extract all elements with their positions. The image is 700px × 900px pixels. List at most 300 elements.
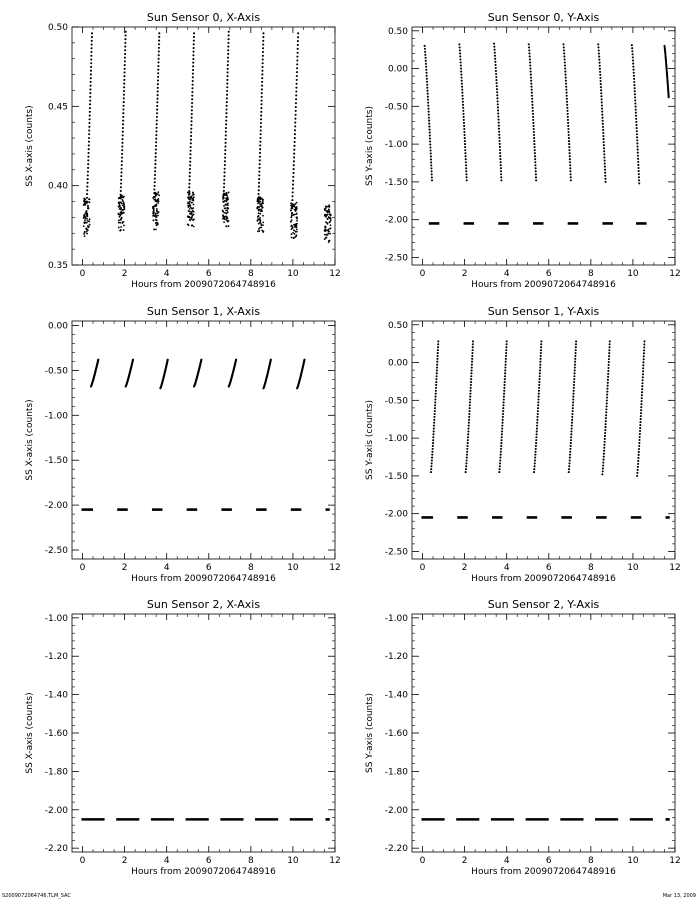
data-point	[226, 83, 228, 85]
data-point	[224, 168, 226, 170]
data-point	[190, 128, 192, 130]
data-point	[498, 471, 500, 473]
data-point	[424, 45, 426, 47]
data-point	[529, 58, 531, 60]
data-point	[573, 375, 575, 377]
data-point	[539, 372, 541, 374]
data-point	[291, 215, 293, 217]
data-point	[602, 123, 604, 125]
data-point	[124, 46, 126, 48]
data-point	[119, 197, 121, 199]
data-point	[119, 222, 121, 224]
data-point	[86, 197, 88, 199]
data-point	[643, 349, 645, 351]
data-point	[259, 156, 261, 158]
y-tick-label: -1.80	[384, 767, 408, 778]
data-point	[294, 141, 296, 143]
data-point	[293, 237, 295, 239]
data-point	[606, 388, 608, 390]
data-point	[633, 69, 635, 71]
chart-panel-4	[25, 598, 341, 877]
data-point	[634, 96, 636, 98]
data-point	[227, 42, 229, 44]
data-point	[600, 92, 602, 94]
data-point	[291, 228, 293, 230]
data-point	[157, 215, 159, 217]
data-point	[124, 57, 126, 59]
data-point	[324, 238, 326, 240]
data-point	[466, 179, 468, 181]
data-point	[158, 58, 160, 60]
data-point	[434, 410, 436, 412]
data-point	[296, 75, 298, 77]
data-point	[601, 104, 603, 106]
data-point	[167, 359, 169, 361]
data-point	[495, 70, 497, 72]
data-point	[191, 217, 193, 219]
data-point	[188, 194, 190, 196]
data-point	[465, 161, 467, 163]
data-point	[540, 343, 542, 345]
y-tick-label: -1.00	[44, 613, 68, 624]
data-point	[499, 155, 501, 157]
data-point	[190, 135, 192, 137]
data-point	[605, 408, 607, 410]
data-point	[89, 111, 91, 113]
data-point	[259, 141, 261, 143]
data-point	[497, 109, 499, 111]
data-point	[498, 125, 500, 127]
data-point	[573, 378, 575, 380]
data-point	[463, 116, 465, 118]
data-point	[189, 153, 191, 155]
data-point	[257, 202, 259, 204]
data-point	[637, 460, 639, 462]
data-point	[564, 74, 566, 76]
data-point	[88, 133, 90, 135]
data-point	[465, 173, 467, 175]
data-point	[121, 168, 123, 170]
data-point	[461, 86, 463, 88]
data-point	[501, 425, 503, 427]
data-point	[296, 67, 298, 69]
data-point	[634, 90, 636, 92]
data-point	[86, 231, 88, 233]
data-point	[505, 352, 507, 354]
data-point	[293, 164, 295, 166]
data-point	[330, 224, 332, 226]
data-point	[472, 343, 474, 345]
data-point	[297, 48, 299, 50]
data-point	[224, 216, 226, 218]
data-point	[193, 47, 195, 49]
data-point	[153, 192, 155, 194]
data-point	[608, 361, 610, 363]
data-point	[123, 205, 125, 207]
data-point	[502, 416, 504, 418]
data-point	[533, 140, 535, 142]
data-point	[436, 375, 438, 377]
data-point	[500, 164, 502, 166]
data-point	[123, 79, 125, 81]
data-point	[604, 441, 606, 443]
data-point	[570, 442, 572, 444]
data-point	[157, 61, 159, 63]
data-point	[437, 355, 439, 357]
data-point	[158, 40, 160, 42]
data-point	[262, 55, 264, 57]
data-point	[637, 164, 639, 166]
data-point	[604, 169, 606, 171]
data-point	[192, 73, 194, 75]
data-point	[192, 65, 194, 67]
data-point	[193, 32, 195, 34]
data-point	[467, 436, 469, 438]
data-point	[600, 83, 602, 85]
data-point	[88, 144, 90, 146]
data-point	[224, 160, 226, 162]
data-point	[539, 375, 541, 377]
data-point	[604, 438, 606, 440]
data-point	[222, 211, 224, 213]
data-point	[494, 61, 496, 63]
data-point	[535, 167, 537, 169]
data-point	[157, 90, 159, 92]
data-point	[495, 73, 497, 75]
data-point	[571, 427, 573, 429]
data-point	[572, 404, 574, 406]
data-point	[500, 442, 502, 444]
data-point	[498, 137, 500, 139]
data-point	[227, 211, 229, 213]
chart-title: Sun Sensor 0, X-Axis	[146, 11, 261, 24]
data-point	[608, 364, 610, 366]
data-point	[539, 364, 541, 366]
data-point	[641, 394, 643, 396]
data-point	[531, 101, 533, 103]
data-point	[494, 55, 496, 57]
data-point	[258, 182, 260, 184]
data-point	[293, 156, 295, 158]
data-point	[424, 54, 426, 56]
data-point	[191, 95, 193, 97]
data-point	[502, 419, 504, 421]
data-point	[634, 93, 636, 95]
data-point	[132, 359, 134, 361]
data-point	[436, 372, 438, 374]
data-point	[191, 113, 193, 115]
data-point	[190, 120, 192, 122]
data-point	[90, 62, 92, 64]
data-point	[157, 65, 159, 67]
x-tick-label: 10	[627, 563, 639, 573]
data-point	[536, 430, 538, 432]
data-point	[89, 201, 91, 203]
data-point	[224, 171, 226, 173]
data-point	[640, 406, 642, 408]
data-point	[604, 429, 606, 431]
data-point	[190, 124, 192, 126]
y-axis-label: SS Y-axis (counts)	[365, 400, 375, 480]
data-point	[262, 66, 264, 68]
data-point	[294, 129, 296, 131]
data-point	[432, 439, 434, 441]
data-point	[539, 361, 541, 363]
data-point	[608, 355, 610, 357]
data-point	[601, 107, 603, 109]
data-point	[570, 436, 572, 438]
data-point	[533, 468, 535, 470]
data-point	[600, 86, 602, 88]
data-point	[605, 181, 607, 183]
data-point	[636, 475, 638, 477]
data-point	[262, 51, 264, 53]
data-point	[260, 115, 262, 117]
y-tick-label: 0.40	[47, 181, 68, 192]
data-point	[87, 174, 89, 176]
data-point	[296, 217, 298, 219]
data-point	[531, 104, 533, 106]
chart-title: Sun Sensor 2, X-Axis	[146, 598, 261, 611]
data-point	[427, 108, 429, 110]
data-point	[84, 202, 86, 204]
data-point	[535, 176, 537, 178]
data-point	[567, 116, 569, 118]
data-point	[495, 64, 497, 66]
data-point	[226, 198, 228, 200]
data-point	[124, 49, 126, 51]
data-point	[565, 77, 567, 79]
data-point	[603, 138, 605, 140]
data-point	[83, 204, 85, 206]
data-point	[226, 86, 228, 88]
plot-frame	[412, 321, 675, 559]
data-point	[638, 182, 640, 184]
data-point	[328, 204, 330, 206]
data-point	[643, 340, 645, 342]
data-point	[87, 206, 89, 208]
data-point	[91, 47, 93, 49]
data-point	[259, 148, 261, 150]
data-point	[640, 418, 642, 420]
data-point	[122, 116, 124, 118]
data-point	[258, 174, 260, 176]
data-point	[223, 190, 225, 192]
data-point	[188, 186, 190, 188]
data-point	[503, 390, 505, 392]
y-tick-label: -2.20	[44, 844, 68, 855]
data-point	[505, 364, 507, 366]
y-axis-label: SS X-axis (counts)	[25, 692, 35, 774]
data-point	[296, 220, 298, 222]
data-point	[471, 352, 473, 354]
data-point	[427, 105, 429, 107]
data-point	[226, 101, 228, 103]
data-point	[567, 113, 569, 115]
data-point	[462, 95, 464, 97]
y-tick-label: 0.00	[387, 358, 408, 369]
data-point	[297, 44, 299, 46]
data-point	[297, 32, 299, 34]
y-axis-label: SS X-axis (counts)	[25, 399, 35, 481]
data-point	[504, 375, 506, 377]
data-point	[568, 468, 570, 470]
data-point	[565, 92, 567, 94]
data-point	[505, 343, 507, 345]
data-point	[261, 92, 263, 94]
data-point	[637, 149, 639, 151]
y-tick-label: 0.50	[47, 23, 68, 33]
data-point	[569, 451, 571, 453]
data-point	[470, 372, 472, 374]
data-point	[430, 158, 432, 160]
data-point	[123, 229, 125, 231]
data-point	[569, 161, 571, 163]
data-point	[643, 358, 645, 360]
y-tick-label: 0.00	[387, 64, 408, 75]
data-point	[88, 141, 90, 143]
data-point	[261, 206, 263, 208]
data-point	[435, 390, 437, 392]
data-point	[156, 219, 158, 221]
data-point	[88, 226, 90, 228]
data-point	[262, 230, 264, 232]
data-point	[539, 366, 541, 368]
x-tick-label: 8	[587, 269, 594, 279]
data-point	[631, 44, 633, 46]
data-point	[598, 49, 600, 51]
data-point	[503, 396, 505, 398]
data-point	[575, 346, 577, 348]
data-point	[435, 384, 437, 386]
data-point	[225, 131, 227, 133]
data-point	[638, 445, 640, 447]
data-point	[261, 77, 263, 79]
data-point	[97, 359, 99, 361]
data-point	[83, 217, 85, 219]
data-point	[634, 99, 636, 101]
data-point	[570, 179, 572, 181]
data-point	[466, 448, 468, 450]
data-point	[431, 454, 433, 456]
data-point	[425, 63, 427, 65]
data-point	[533, 134, 535, 136]
data-point	[497, 106, 499, 108]
data-point	[226, 90, 228, 92]
data-point	[497, 112, 499, 114]
data-point	[500, 445, 502, 447]
data-point	[563, 46, 565, 48]
data-point	[605, 414, 607, 416]
data-point	[191, 109, 193, 111]
data-point	[424, 48, 426, 50]
data-point	[568, 134, 570, 136]
data-point	[601, 111, 603, 113]
data-point	[426, 81, 428, 83]
y-tick-label: -2.00	[384, 215, 408, 226]
data-point	[597, 43, 599, 45]
data-point	[467, 430, 469, 432]
data-point	[498, 131, 500, 133]
data-point	[155, 145, 157, 147]
data-point	[466, 457, 468, 459]
data-point	[430, 471, 432, 473]
data-point	[292, 172, 294, 174]
data-point	[328, 209, 330, 211]
data-point	[466, 445, 468, 447]
x-tick-label: 8	[247, 269, 254, 279]
x-tick-label: 4	[163, 856, 170, 866]
data-point	[224, 164, 226, 166]
x-tick-label: 10	[287, 563, 299, 573]
data-point	[601, 473, 603, 475]
data-point	[564, 61, 566, 63]
data-point	[528, 43, 530, 45]
data-point	[569, 152, 571, 154]
data-point	[465, 155, 467, 157]
data-point	[598, 62, 600, 64]
data-point	[537, 401, 539, 403]
data-point	[497, 116, 499, 118]
data-point	[156, 127, 158, 129]
data-point	[259, 205, 261, 207]
data-point	[226, 203, 228, 205]
data-point	[191, 102, 193, 104]
data-point	[118, 202, 120, 204]
data-point	[465, 167, 467, 169]
data-point	[435, 396, 437, 398]
data-point	[499, 143, 501, 145]
data-point	[157, 212, 159, 214]
data-point	[155, 138, 157, 140]
data-point	[89, 92, 91, 94]
data-point	[607, 379, 609, 381]
data-point	[120, 226, 122, 228]
data-point	[636, 136, 638, 138]
y-tick-label: 0.45	[47, 102, 68, 113]
data-point	[638, 179, 640, 181]
data-point	[296, 207, 298, 209]
data-point	[426, 87, 428, 89]
data-point	[642, 370, 644, 372]
data-point	[505, 358, 507, 360]
data-point	[328, 240, 330, 242]
data-point	[261, 96, 263, 98]
data-point	[155, 149, 157, 151]
data-point	[632, 56, 634, 58]
data-point	[90, 58, 92, 60]
data-point	[90, 85, 92, 87]
data-point	[293, 160, 295, 162]
data-point	[461, 92, 463, 94]
data-point	[123, 90, 125, 92]
data-point	[225, 200, 227, 202]
data-point	[294, 137, 296, 139]
data-point	[603, 444, 605, 446]
data-point	[154, 185, 156, 187]
data-point	[296, 56, 298, 58]
data-point	[538, 378, 540, 380]
data-point	[605, 411, 607, 413]
data-point	[227, 57, 229, 59]
data-point	[436, 369, 438, 371]
data-point	[89, 103, 91, 105]
data-point	[226, 94, 228, 96]
data-point	[563, 55, 565, 57]
data-point	[569, 448, 571, 450]
data-point	[327, 233, 329, 235]
data-point	[637, 457, 639, 459]
